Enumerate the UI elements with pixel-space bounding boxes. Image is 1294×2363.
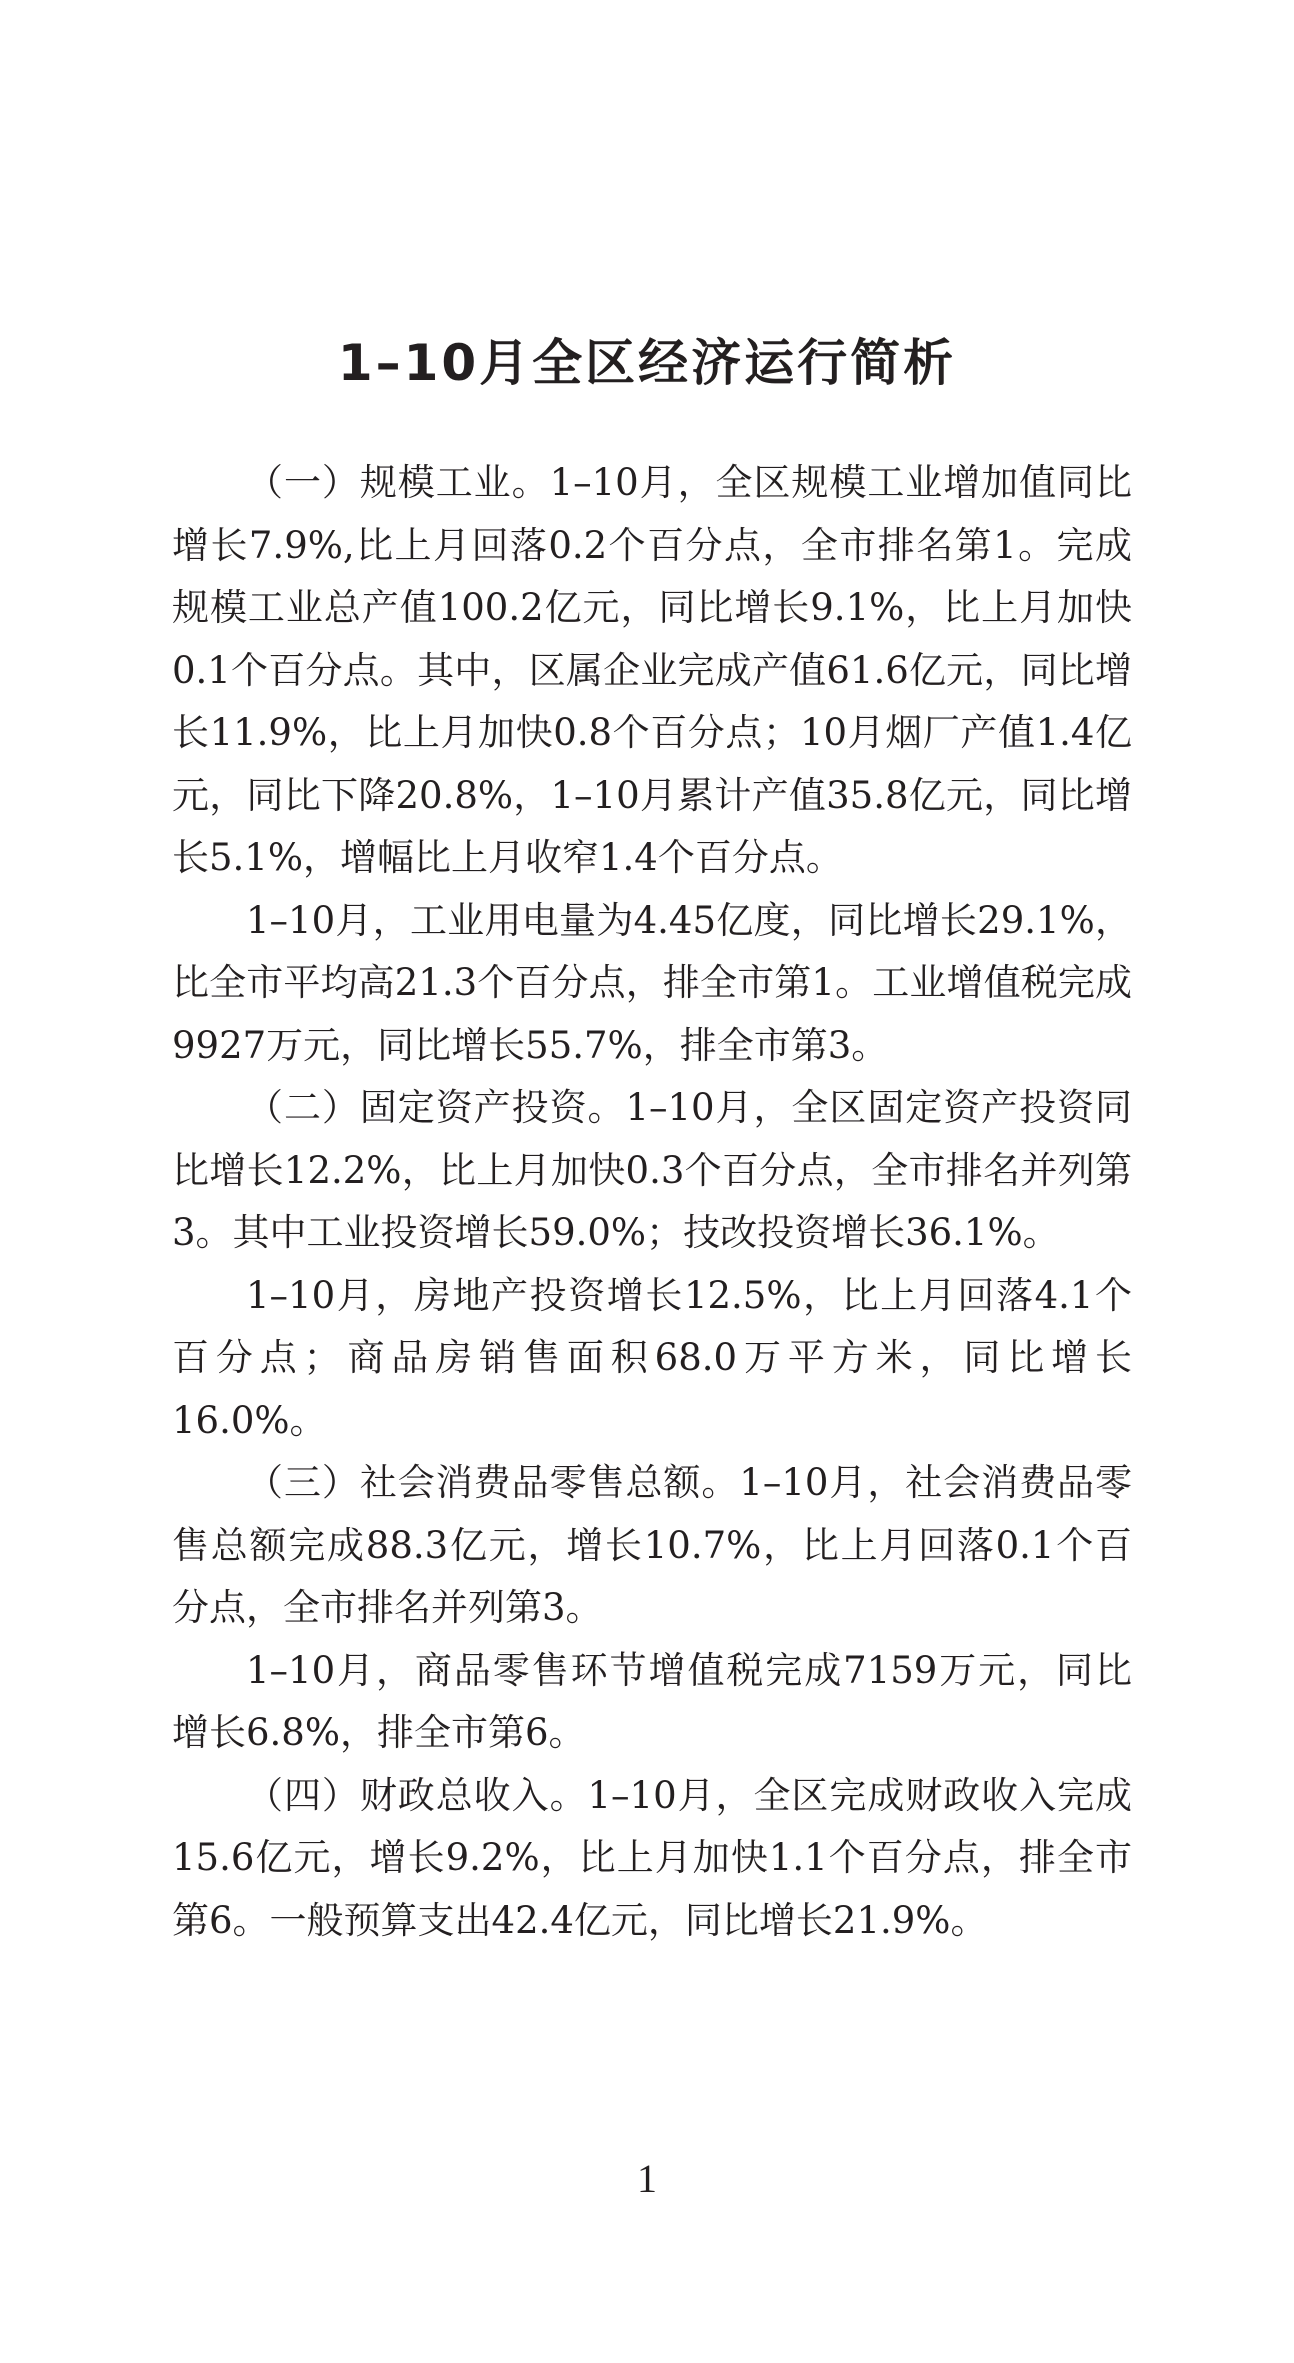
paragraph-fixed-asset-investment: （二）固定资产投资。1–10月，全区固定资产投资同比增长12.2%，比上月加快0.3个百分点，全市排名并列第3。其中工业投资增长59.0%；技改投资增长36.1%。: [172, 1086, 1132, 1254]
document-body: [172, 452, 1132, 1952]
paragraph-retail-sales: （三）社会消费品零售总额。1–10月，社会消费品零售总额完成88.3亿元，增长10.7%，比上月回落0.1个百分点，全市排名并列第3。: [172, 1461, 1132, 1629]
paragraph-fiscal-revenue: （四）财政总收入。1–10月，全区完成财政收入完成15.6亿元，增长9.2%，比上月加快1.1个百分点，排全市第6。一般预算支出42.4亿元，同比增长21.9%。: [172, 1773, 1132, 1942]
page-number: 1: [637, 2156, 657, 2201]
paragraph-electricity: 1–10月，工业用电量为4.45亿度，同比增长29.1%，比全市平均高21.3个百分点，排全市第1。工业增值税完成9927万元，同比增长55.7%，排全市第3。: [172, 898, 1132, 1067]
paragraph-retail-vat: 1–10月，商品零售环节增值税完成7159万元，同比增长6.8%，排全市第6。: [172, 1648, 1132, 1754]
paragraph-real-estate: 1–10月，房地产投资增长12.5%，比上月回落4.1个百分点；商品房销售面积68.0万平方米，同比增长16.0%。: [172, 1273, 1132, 1442]
paragraph-industry: （一）规模工业。1–10月，全区规模工业增加值同比增长7.9%,比上月回落0.2个百分点，全市排名第1。完成规模工业总产值100.2亿元，同比增长9.1%，比上月加快0.1个百分点。其中，区属企业完成产值61.6亿元，同比增长11.9%，比上月加快0.8个百分点；10月烟厂产值1.4亿元，同比下降20.8%，1–10月累计产值35.8亿元，同比增长5.1%，增幅比上月收窄1.4个百分点。: [172, 461, 1132, 879]
document-title: 1–10月全区经济运行简析: [337, 334, 957, 392]
